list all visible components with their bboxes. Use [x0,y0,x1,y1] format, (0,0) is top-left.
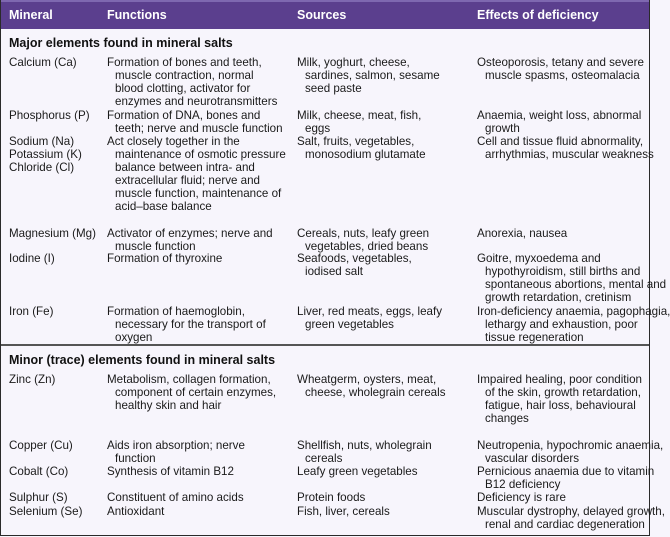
functions-text-line: Formation of DNA, bones and [107,109,261,122]
mineral-text-line: Zinc (Zn) [9,373,56,386]
functions-cell [107,56,293,108]
effects-cell [477,252,667,304]
effects-text-line: of the skin, growth retardation, [485,386,641,399]
sources-text-line: eggs [305,122,331,135]
sources-text-line: Seafoods, vegetables, [297,252,412,265]
section-title-major: Major elements found in mineral salts [9,36,233,50]
section-title-minor: Minor (trace) elements found in mineral salts [9,353,276,367]
sources-text-line: Shellfish, nuts, wholegrain [297,439,432,452]
functions-text-line: Formation of haemoglobin, [107,305,245,318]
functions-text-line: maintenance of osmotic pressure [115,148,286,161]
mineral-cell [9,505,105,518]
functions-text-line: Aids iron absorption; nerve [107,439,245,452]
sources-cell [297,56,471,95]
sources-cell [297,252,471,278]
effects-text-line: Muscular dystrophy, delayed growth, [477,505,665,518]
functions-text-line: muscle contraction, normal [115,69,254,82]
sources-text-line: Fish, liver, cereals [297,505,390,518]
mineral-text-line: Sulphur (S) [9,491,68,504]
effects-text-line: Iron-deficiency anaemia, pagophagia, [477,305,670,318]
effects-cell [477,227,647,240]
effects-text-line: lethargy and exhaustion, poor [485,318,638,331]
section-divider [1,344,649,346]
sources-text-line: Milk, cheese, meat, fish, [297,109,422,122]
functions-text-line: teeth; nerve and muscle function [115,122,283,135]
mineral-cell [9,227,105,240]
functions-text-line: enzymes and neurotransmitters [115,95,278,108]
header-effects: Effects of deficiency [477,8,599,22]
functions-cell [107,465,293,478]
functions-text-line: muscle function [115,240,196,253]
mineral-cell [9,252,105,265]
functions-text-line: necessary for the transport of [115,318,266,331]
mineral-cell [9,135,105,174]
mineral-text-line: Magnesium (Mg) [9,227,96,240]
mineral-text-line: Iodine (I) [9,252,55,265]
sources-cell [297,491,471,504]
mineral-cell [9,491,105,504]
functions-text-line: Antioxidant [107,505,165,518]
sources-text-line: Leafy green vegetables [297,465,418,478]
effects-text-line: growth retardation, cretinism [485,291,632,304]
mineral-cell [9,305,105,318]
sources-cell [297,505,471,518]
effects-text-line: vascular disorders [485,452,580,465]
effects-text-line: fatigue, hair loss, behavioural [485,399,636,412]
sources-cell [297,439,471,465]
sources-text-line: Wheatgerm, oysters, meat, [297,373,437,386]
mineral-cell [9,439,105,452]
mineral-text-line: Copper (Cu) [9,439,73,452]
effects-text-line: Anaemia, weight loss, abnormal [477,109,642,122]
sources-cell [297,305,471,331]
functions-text-line: muscle function, maintenance of [115,187,282,200]
sources-text-line: vegetables, dried beans [305,240,429,253]
effects-text-line: muscle spasms, osteomalacia [485,69,640,82]
mineral-text-line: Potassium (K) [9,148,82,161]
functions-cell [107,252,293,265]
effects-text-line: spontaneous abortions, mental and [485,278,667,291]
header-sources: Sources [297,8,347,22]
sources-cell [297,109,471,135]
functions-text-line: Synthesis of vitamin B12 [107,465,234,478]
sources-text-line: monosodium glutamate [305,148,426,161]
sources-cell [297,135,471,161]
effects-text-line: Goitre, myxoedema and [477,252,601,265]
mineral-text-line: Iron (Fe) [9,305,54,318]
effects-text-line: changes [485,412,529,425]
functions-cell [107,109,293,135]
effects-text-line: Cell and tissue fluid abnormality, [477,135,644,148]
functions-text-line: Formation of thyroxine [107,252,223,265]
functions-text-line: oxygen [115,331,153,344]
sources-text-line: Protein foods [297,491,366,504]
effects-cell [477,135,654,161]
mineral-text-line: Phosphorus (P) [9,109,90,122]
functions-cell [107,135,293,213]
table-header [1,0,649,29]
functions-text-line: function [115,452,156,465]
mineral-text-line: Calcium (Ca) [9,56,77,69]
effects-text-line: tissue regeneration [485,331,584,344]
effects-text-line: hypothyroidism, still births and [485,265,641,278]
functions-text-line: Metabolism, collagen formation, [107,373,271,386]
sources-text-line: cereals [305,452,343,465]
functions-cell [107,491,293,504]
mineral-text-line: Sodium (Na) [9,135,75,148]
functions-cell [107,439,293,465]
sources-text-line: green vegetables [305,318,394,331]
sources-text-line: Cereals, nuts, leafy green [297,227,430,240]
effects-text-line: growth [485,122,520,135]
effects-text-line: arrhythmias, muscular weakness [485,148,654,161]
mineral-text-line: Cobalt (Co) [9,465,69,478]
sources-text-line: sardines, salmon, sesame [305,69,440,82]
mineral-cell [9,109,105,122]
effects-text-line: Neutropenia, hypochromic anaemia, [477,439,664,452]
effects-cell [477,465,655,491]
sources-text-line: seed paste [305,82,362,95]
header-mineral: Mineral [9,8,53,22]
functions-text-line: Constituent of amino acids [107,491,244,504]
effects-text-line: B12 deficiency [485,478,561,491]
effects-cell [477,109,647,135]
mineral-cell [9,56,105,69]
header-functions: Functions [107,8,167,22]
effects-text-line: Osteoporosis, tetany and severe [477,56,644,69]
sources-text-line: iodised salt [305,265,364,278]
sources-text-line: Liver, red meats, eggs, leafy [297,305,442,318]
functions-text-line: Act closely together in the [107,135,240,148]
effects-cell [477,439,664,465]
effects-text-line: Pernicious anaemia due to vitamin [477,465,655,478]
sources-text-line: cheese, wholegrain cereals [305,386,446,399]
functions-text-line: healthy skin and hair [115,399,222,412]
functions-cell [107,305,293,344]
effects-cell [477,373,647,425]
effects-cell [477,491,647,504]
effects-text-line: Anorexia, nausea [477,227,568,240]
functions-text-line: acid–base balance [115,200,212,213]
effects-cell [477,505,665,531]
functions-cell [107,373,293,412]
effects-text-line: Deficiency is rare [477,491,566,504]
sources-cell [297,465,471,478]
functions-text-line: extracellular fluid; nerve and [115,174,261,187]
effects-cell [477,56,647,82]
effects-text-line: Impaired healing, poor condition [477,373,642,386]
functions-text-line: blood clotting, activator for [115,82,251,95]
functions-text-line: Formation of bones and teeth, [107,56,262,69]
functions-cell [107,505,293,518]
sources-cell [297,227,471,253]
functions-text-line: Activator of enzymes; nerve and [107,227,273,240]
sources-text-line: Salt, fruits, vegetables, [297,135,415,148]
functions-cell [107,227,293,253]
mineral-text-line: Selenium (Se) [9,505,83,518]
mineral-text-line: Chloride (Cl) [9,161,75,174]
sources-text-line: Milk, yoghurt, cheese, [297,56,410,69]
sources-cell [297,373,471,399]
functions-text-line: balance between intra- and [115,161,255,174]
functions-text-line: component of certain enzymes, [115,386,277,399]
mineral-cell [9,465,105,478]
mineral-cell [9,373,105,386]
effects-text-line: renal and cardiac degeneration [485,518,645,531]
effects-cell [477,305,670,344]
